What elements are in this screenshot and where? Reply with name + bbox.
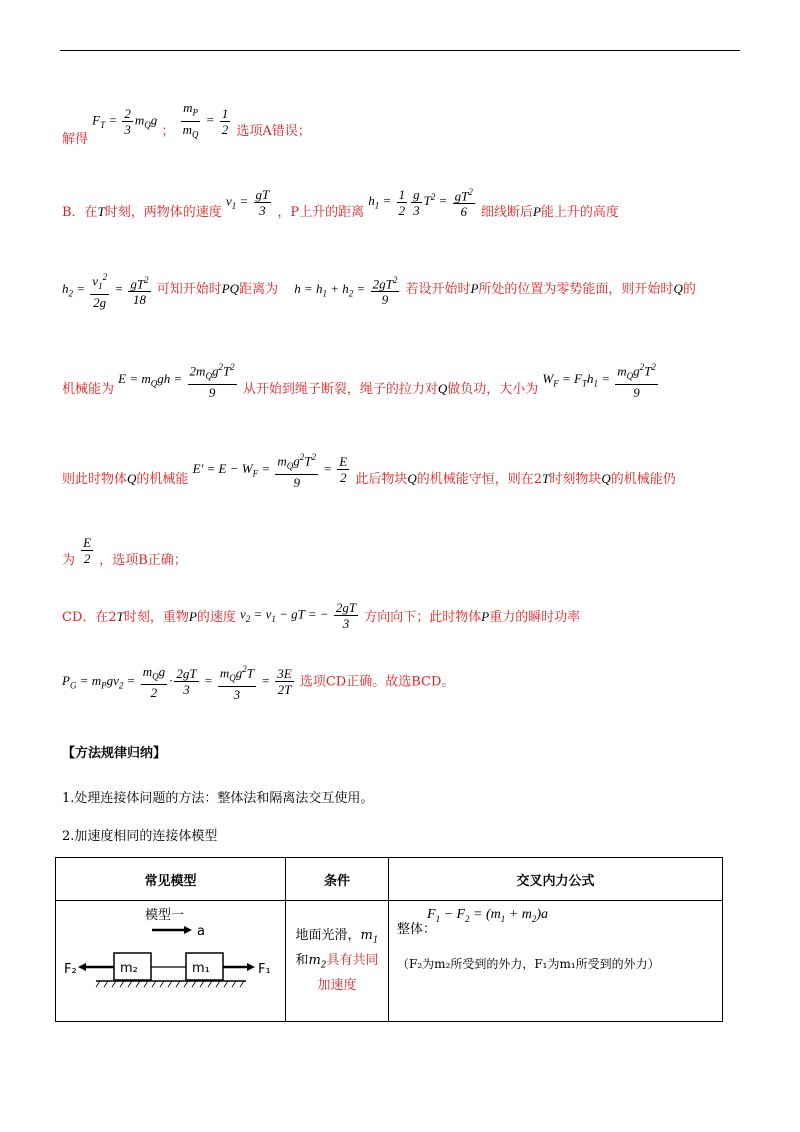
- f1-arrow-head: [247, 963, 255, 971]
- f2-arrow-head: [78, 963, 86, 971]
- whole-formula: $F_1 - F_2 = (m_1 + m_2)a$: [427, 907, 549, 924]
- header-rule: [60, 50, 740, 51]
- formula-Eprime: $E' = E - W_F$ = $\frac{m_Qg^2T^2}{9}$ = $\frac{E}{2}$: [192, 452, 348, 490]
- ground-hatch: [96, 981, 244, 987]
- formula-h2: $h_2$ = $\frac{v_1^2}{2g}$ = $\frac{gT^2}{18}$: [62, 272, 149, 310]
- section-title: 【方法规律归纳】: [62, 746, 167, 761]
- paragraph-2: 2.加速度相同的连接体模型: [62, 829, 218, 844]
- line-4: 机械能为 $E = m_Qgh$ = $\frac{2m_Qg^2T^2}{9}$ 从开始到绳子断裂，绳子的拉力对Q做负功，大小为 $W_F = F_Th_1$ = $\frac{m_Qg^2T^2}{9}$: [62, 360, 660, 400]
- f2-label: F₂: [64, 962, 77, 977]
- formula-WF: $W_F = F_Th_1$ = $\frac{m_Qg^2T^2}{9}$: [542, 362, 656, 400]
- text-solve: 解得: [62, 131, 89, 147]
- formula-PG: $P_G = m_Pgv_2$ = $\frac{m_Qg}{2}$ · $\frac{2gT}{3}$ = $\frac{m_Qg^2T}{3}$ = $\frac{3E}{2T}$: [62, 663, 292, 702]
- whole-label: 整体：: [397, 921, 437, 937]
- condition-cell: 地面光滑，$m_1$ 和$m_2$具有共同加速度: [286, 901, 389, 1022]
- block-m1-label: m₁: [192, 961, 210, 976]
- formula-h1: $h_1$ = $\frac{1}{2}$ $\frac{g}{3}$ $T^2$ = $\frac{gT^2}{6}$: [368, 186, 473, 220]
- col-header-formula: 交叉内力公式: [389, 858, 723, 901]
- block-m2-label: m₂: [120, 961, 138, 976]
- line-7: CD．在2T时刻，重物P的速度 $v_2 = v_1$ − gT = − $\frac{2gT}{3}$ 方向向下；此时物体P重力的瞬时功率: [62, 600, 581, 631]
- line-3: $h_2$ = $\frac{v_1^2}{2g}$ = $\frac{gT^2}{18}$ 可知开始时PQ距离为 $h = h_1 + h_2$ = $\frac{2gT^2}{9}$ 若设开始时P所处的位置为零势能面，则开始时Q的: [62, 272, 696, 310]
- model-table: [55, 857, 723, 1022]
- line-8: $P_G = m_Pgv_2$ = $\frac{m_Qg}{2}$ · $\frac{2gT}{3}$ = $\frac{m_Qg^2T}{3}$ = $\frac{3E}{2T}$ 选项CD正确。故选BCD。: [62, 663, 455, 702]
- text-option-a-wrong: 选项A错误；: [236, 123, 311, 139]
- f1-label: F₁: [258, 962, 271, 977]
- formula-E: $E = m_Qgh$ = $\frac{2m_Qg^2T^2}{9}$: [118, 362, 235, 400]
- col-header-condition: 条件: [286, 858, 389, 901]
- acc-label: a: [197, 924, 205, 939]
- formula-h: $h = h_1 + h_2$ = $\frac{2gT^2}{9}$: [294, 274, 398, 308]
- formula-cell: [389, 901, 723, 1022]
- formula-v2: $v_2 = v_1$ − gT = − $\frac{2gT}{3}$: [240, 600, 357, 631]
- model-title: 模型一: [145, 908, 185, 923]
- model-diagram-cell: [56, 901, 286, 1022]
- force-note: （F₂为m₂所受到的外力，F₁为m₁所受到的外力）: [397, 956, 660, 971]
- line-5: 则此时物体Q的机械能 $E' = E - W_F$ = $\frac{m_Qg^2T^2}{9}$ = $\frac{E}{2}$ 此后物块Q的机械能守恒，则在2T时刻物块Q的机械能仍: [62, 452, 676, 490]
- formula-v1: $v_1$ = $\frac{gT}{3}$: [225, 186, 270, 218]
- line-1: 解得 $F_T$ = $\frac{2}{3}$ $m_Qg$ ； $\frac{m_P}{m_Q}$ = $\frac{1}{2}$ 选项A错误；: [62, 100, 311, 147]
- model-diagram: [56, 901, 283, 1017]
- line-2: B．在T时刻，两物体的速度 $v_1$ = $\frac{gT}{3}$ ，P上升的距离 $h_1$ = $\frac{1}{2}$ $\frac{g}{3}$ $T^2$ = $\frac{gT^2}{6}$ 细线断后P能上升的高度: [62, 186, 619, 220]
- formula-ft: $F_T$ = $\frac{2}{3}$ $m_Qg$: [92, 105, 158, 137]
- paragraph-1: 1.处理连接体问题的方法：整体法和隔离法交互使用。: [62, 791, 374, 806]
- col-header-model: 常见模型: [56, 858, 286, 901]
- line-6: 为 $\frac{E}{2}$ ，选项B正确；: [62, 535, 187, 568]
- acc-arrow-head: [184, 926, 192, 934]
- formula-mass-ratio: $\frac{m_P}{m_Q}$ = $\frac{1}{2}$: [182, 100, 229, 140]
